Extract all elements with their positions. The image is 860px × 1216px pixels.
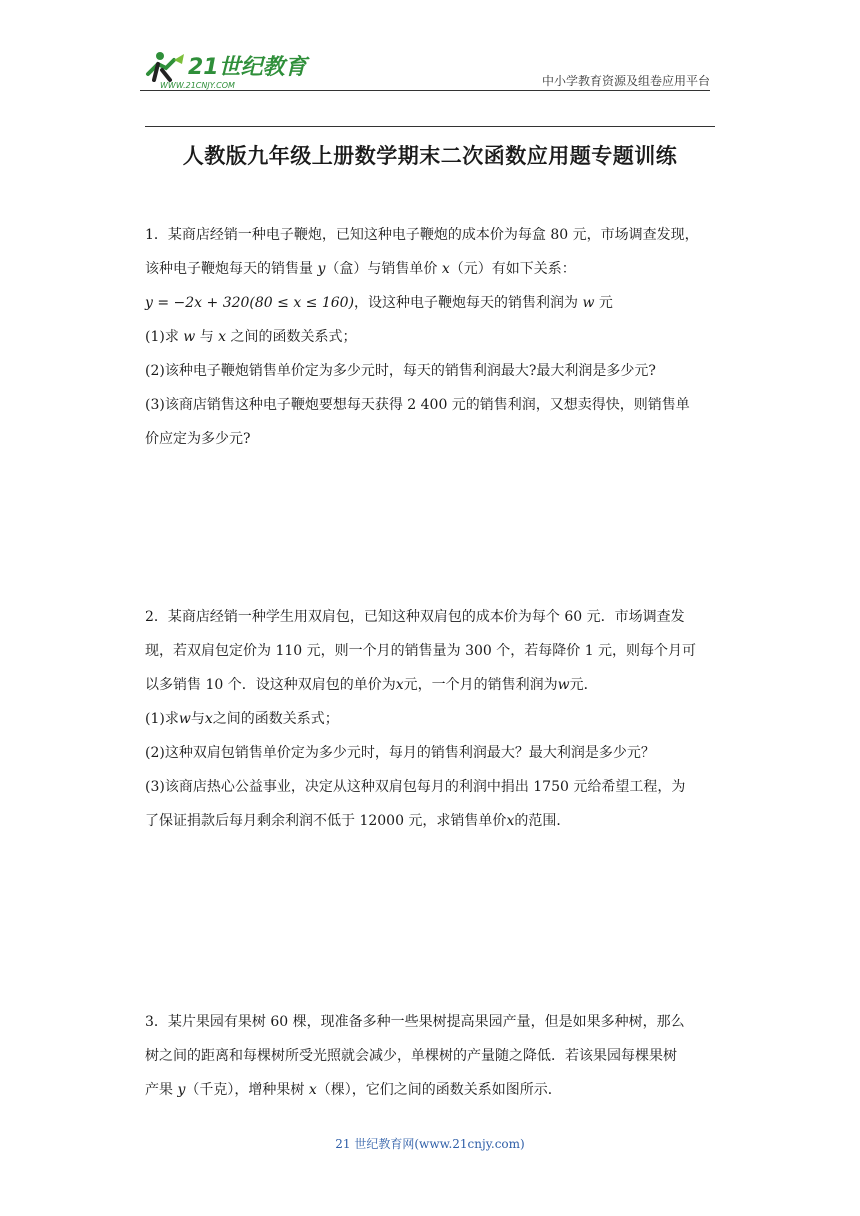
q3-text: 产果	[145, 1082, 178, 1098]
q1-part-3-line-2: 价应定为多少元?	[145, 431, 251, 447]
q2-text: (1)求	[145, 711, 179, 727]
q2-intro-line-3	[145, 668, 720, 702]
var-x: x	[506, 813, 515, 829]
question-2	[145, 600, 720, 838]
q1-part-3-line-1: (3)该商店销售这种电子鞭炮要想每天获得 2 400 元的销售利润，又想卖得快，则销售单	[145, 397, 690, 413]
q3-text: （棵），它们之间的函数关系如图所示．	[316, 1082, 562, 1098]
q2-text: 与	[190, 711, 205, 727]
footer-link[interactable]: 21 世纪教育网(www.21cnjy.com)	[335, 1137, 525, 1151]
runner-logo-icon	[140, 44, 310, 92]
var-y: y	[177, 1082, 186, 1098]
q2-text: 元，一个月的销售利润为	[403, 677, 558, 693]
q1-intro-line-1: 1．某商店经销一种电子鞭炮，已知这种电子鞭炮的成本价为每盒 80 元，市场调查发现，	[145, 227, 699, 243]
q2-text: 之间的函数关系式；	[212, 711, 339, 727]
var-w: w	[183, 329, 196, 345]
q1-part-2: (2)该种电子鞭炮销售单价定为多少元时，每天的销售利润最大?最大利润是多少元?	[145, 363, 656, 379]
q3-intro-line-1: 3．某片果园有果树 60 棵，现准备多种一些果树提高果园产量，但是如果多种树，那么	[145, 1014, 685, 1030]
q2-text: 了保证捐款后每月剩余利润不低于 12000 元，求销售单价	[145, 813, 507, 829]
q3-intro-line-2: 树之间的距离和每棵树所受光照就会减少，单棵树的产量随之降低．若该果园每棵果树	[145, 1048, 677, 1064]
logo-text: 21世纪教育	[188, 55, 307, 80]
var-x: x	[308, 1082, 317, 1098]
page-title: 人教版九年级上册数学期末二次函数应用题专题训练	[182, 143, 678, 168]
q2-intro-line-1: 2．某商店经销一种学生用双肩包，已知这种双肩包的成本价为每个 60 元．市场调查发	[145, 609, 685, 625]
q1-text: 该种电子鞭炮每天的销售量	[145, 261, 318, 277]
platform-name: 中小学教育资源及组卷应用平台	[541, 74, 710, 88]
q1-text: ，设这种电子鞭炮每天的销售利润为	[354, 295, 583, 311]
var-y: y	[317, 261, 326, 277]
var-w: w	[178, 711, 191, 727]
q2-text: 的范围．	[514, 813, 571, 829]
q3-text: （千克），增种果树	[185, 1082, 309, 1098]
q2-part-3-line-1: (3)该商店热心公益事业，决定从这种双肩包每月的利润中捐出 1750 元给希望工程，为	[145, 779, 686, 795]
q2-part-2: (2)这种双肩包销售单价定为多少元时，每月的销售利润最大？最大利润是多少元？	[145, 745, 655, 761]
q3-intro-line-3	[145, 1073, 720, 1107]
brand-logo	[140, 44, 310, 92]
var-x: x	[395, 677, 404, 693]
q2-text: 元．	[569, 677, 598, 693]
var-x: x	[441, 261, 450, 277]
q1-text: 之间的函数关系式；	[226, 329, 357, 345]
q1-text: (1)求	[145, 329, 184, 345]
q1-formula: y = −2x + 320(80 ≤ x ≤ 160)	[145, 295, 355, 311]
title-divider	[145, 126, 715, 127]
var-x: x	[218, 329, 227, 345]
var-w: w	[582, 295, 595, 311]
header-divider	[140, 90, 710, 91]
question-1	[145, 218, 720, 456]
q1-text: （盒）与销售单价	[325, 261, 442, 277]
q2-part-1	[145, 702, 720, 736]
q1-text: 元	[594, 295, 613, 311]
q1-part-1	[145, 320, 720, 354]
q1-intro-line-2	[145, 252, 720, 286]
q2-text: 以多销售 10 个．设这种双肩包的单价为	[145, 677, 396, 693]
var-w: w	[557, 677, 570, 693]
question-3	[145, 1005, 720, 1107]
q2-intro-line-2: 现，若双肩包定价为 110 元，则一个月的销售量为 300 个，若每降价 1 元，则每个月可	[145, 643, 697, 659]
q1-text: （元）有如下关系：	[449, 261, 576, 277]
var-x: x	[204, 711, 213, 727]
logo-url: WWW.21CNJY.COM	[160, 81, 235, 90]
q2-part-3-line-2	[145, 804, 720, 838]
q1-text: 与	[195, 329, 219, 345]
q1-formula-line	[145, 286, 720, 320]
